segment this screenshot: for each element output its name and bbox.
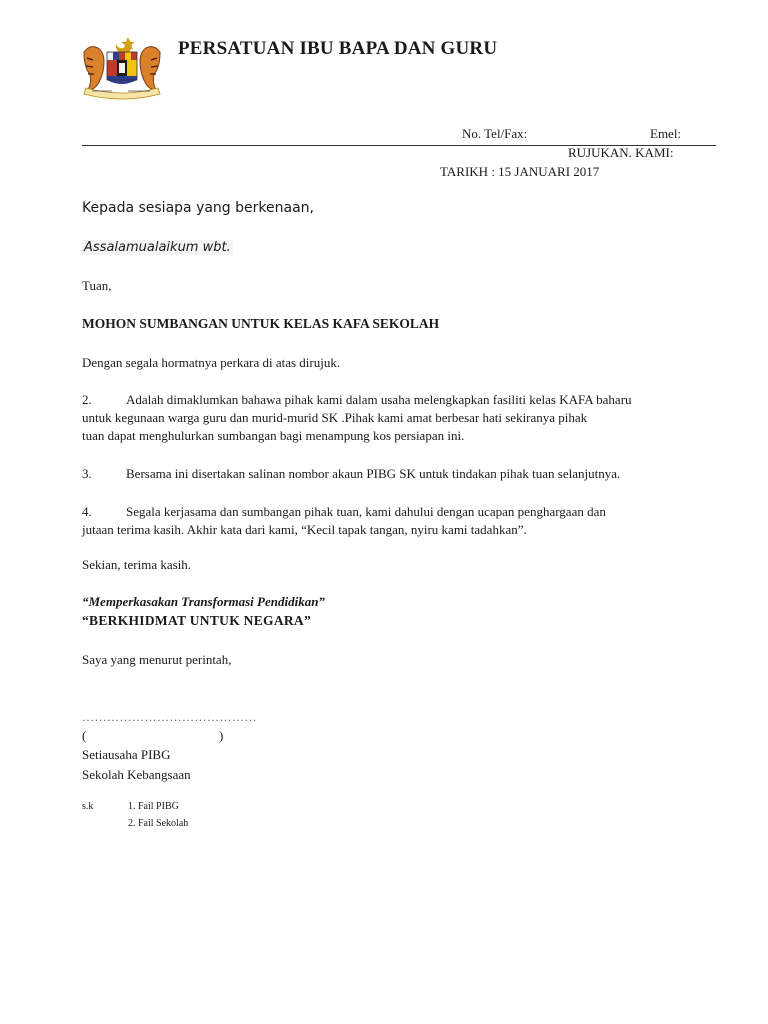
closing-line: Sekian, terima kasih. (82, 557, 192, 572)
motto-berkhidmat: “BERKHIDMAT UNTUK NEGARA” (82, 613, 312, 628)
signer-school: Sekolah Kebangsaan (82, 767, 191, 782)
paragraph-line: untuk kegunaan warga guru dan murid-murid SK .Pihak kami amat berbesar hati sekiranya pihak (82, 410, 588, 425)
paragraph-line: Segala kerjasama dan sumbangan pihak tuan, kami dahului dengan ucapan penghargaan dan (126, 504, 606, 519)
opening-sentence: Dengan segala hormatnya perkara di atas dirujuk. (82, 355, 341, 370)
date-line: TARIKH : 15 JANUARI 2017 (440, 164, 600, 179)
email-label: Emel: (650, 126, 682, 141)
letter-subject: MOHON SUMBANGAN UNTUK KELAS KAFA SEKOLAH (82, 316, 440, 331)
paragraph-number: 2. (82, 392, 92, 407)
paragraph-2 (82, 391, 682, 445)
cc-item: 2. Fail Sekolah (128, 818, 189, 829)
organization-title: PERSATUAN IBU BAPA DAN GURU (178, 38, 498, 59)
paragraph-line: Adalah dimaklumkan bahawa pihak kami dalam usaha melengkapkan fasiliti kelas KAFA baharu (126, 392, 632, 407)
paragraph-line: tuan dapat menghulurkan sumbangan bagi menampung kos persiapan ini. (82, 428, 465, 443)
paragraph-3 (82, 465, 682, 483)
paragraph-line: Bersama ini disertakan salinan nombor akaun PIBG SK untuk tindakan pihak tuan selanjutnya. (126, 466, 621, 481)
signature-name-close-paren: ) (219, 728, 224, 743)
coat-of-arms-icon (78, 34, 166, 100)
signoff-line: Saya yang menurut perintah, (82, 652, 232, 667)
paragraph-number: 3. (82, 466, 92, 481)
paragraph-line: jutaan terima kasih. Akhir kata dari kami, “Kecil tapak tangan, nyiru kami tadahkan”. (82, 522, 527, 537)
paragraph-4 (82, 503, 682, 539)
paragraph-number: 4. (82, 504, 92, 519)
salutation: Tuan, (82, 278, 112, 293)
reference-label: RUJUKAN. KAMI: (568, 145, 674, 160)
motto-transformasi: “Memperkasakan Transformasi Pendidikan” (82, 594, 325, 609)
tel-fax-label: No. Tel/Fax: (462, 126, 528, 141)
cc-item: 1. Fail PIBG (128, 801, 179, 812)
cc-label: s.k (82, 801, 94, 812)
signer-title: Setiausaha PIBG (82, 747, 171, 762)
recipient-line: Kepada sesiapa yang berkenaan, (82, 200, 314, 216)
signature-name-open-paren: ( (82, 728, 87, 743)
signature-dotted-line: …………………………………… (82, 710, 257, 724)
greeting-line: Assalamualaikum wbt. (84, 240, 231, 255)
